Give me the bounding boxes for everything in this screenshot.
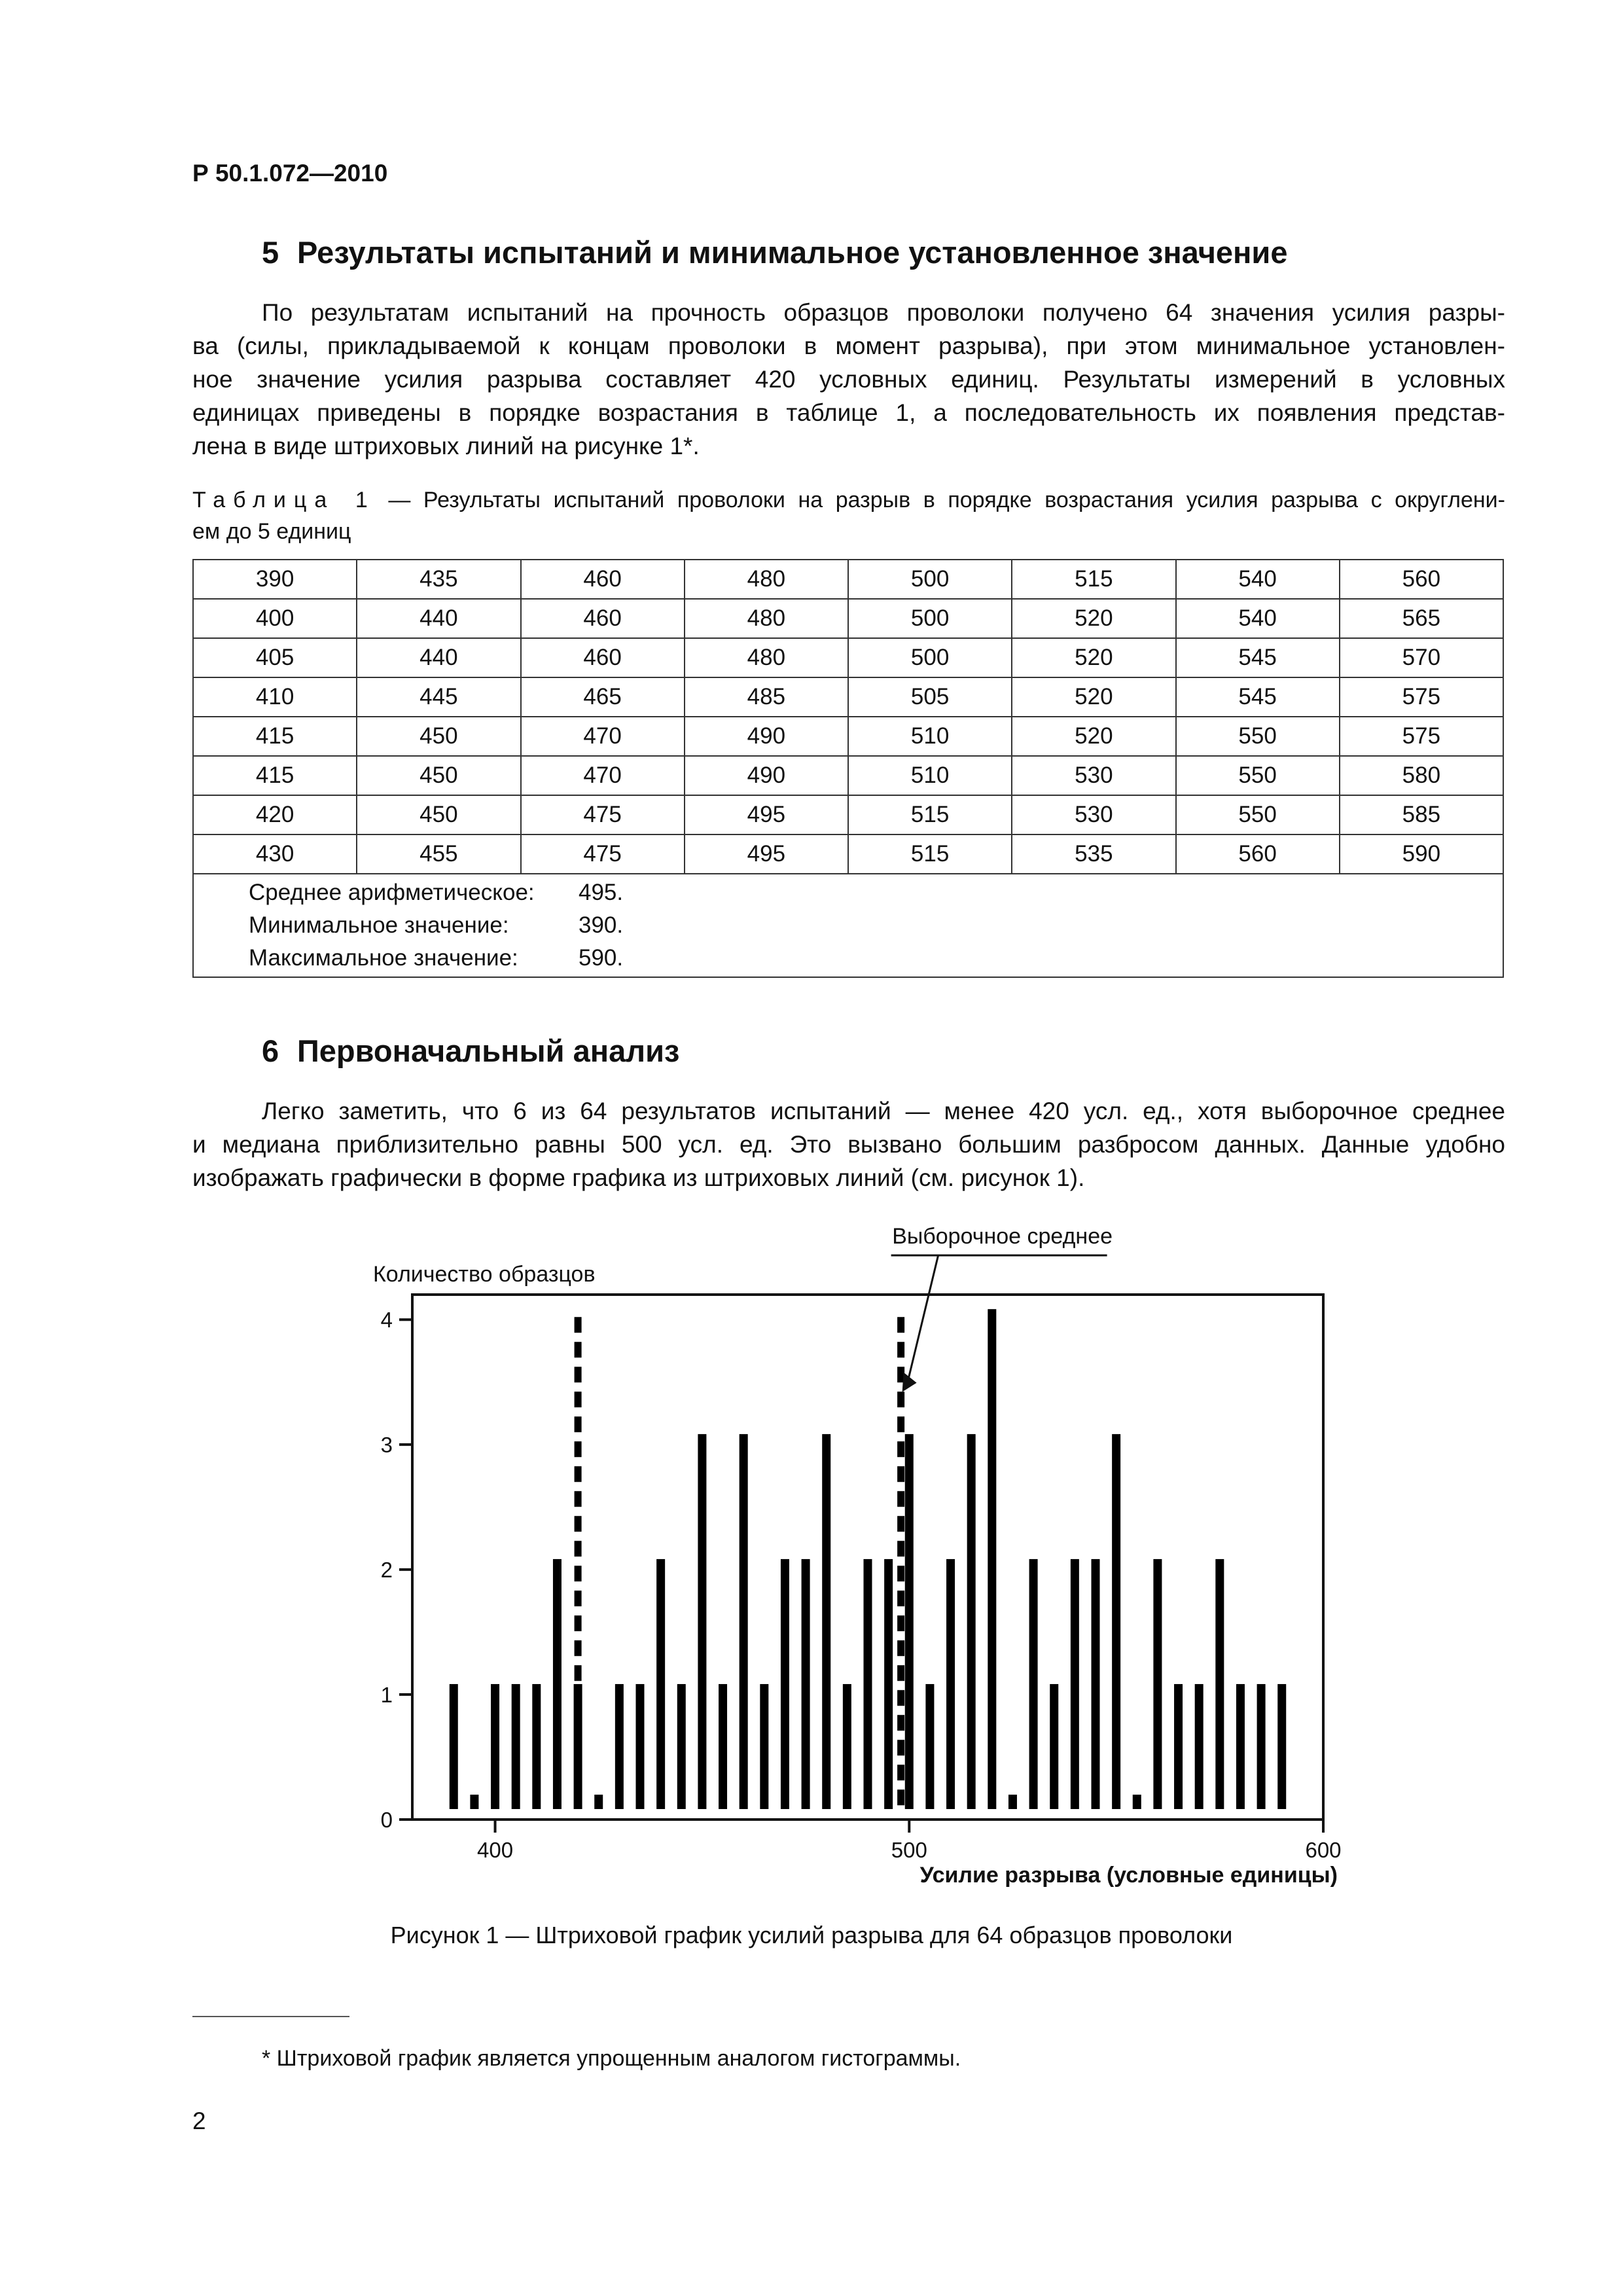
bar [781,1559,789,1809]
bar [470,1795,478,1809]
table-cell: 575 [1340,717,1503,756]
summary-label: Минимальное значение: [249,912,509,938]
section-6-paragraph [192,1094,1505,1194]
table-cell: 510 [848,756,1012,795]
table-cell: 510 [848,717,1012,756]
table-cell: 520 [1012,638,1175,677]
bar [1029,1559,1038,1809]
x-tick-label: 400 [477,1838,514,1862]
table-cell: 520 [1012,717,1175,756]
table-cell: 520 [1012,677,1175,717]
table-cell: 590 [1340,834,1503,874]
bar [1092,1559,1100,1809]
table-cell: 540 [1176,560,1340,599]
table-row [193,560,1503,599]
table-cell: 450 [357,717,520,756]
bar [719,1684,727,1809]
table-cell: 440 [357,599,520,638]
table-row [193,795,1503,834]
bar [636,1684,645,1809]
table-cell: 560 [1176,834,1340,874]
footnote-divider [192,2016,349,2017]
table-summary-row [193,874,1503,977]
bar [760,1684,768,1809]
table-cell: 470 [521,717,685,756]
summary-label: Максимальное значение: [249,945,518,971]
table-summary-cell [193,874,1503,977]
table-cell: 575 [1340,677,1503,717]
table-cell: 585 [1340,795,1503,834]
bar [1215,1559,1224,1809]
table-cell: 490 [685,717,848,756]
table-cell: 460 [521,560,685,599]
y-tick-label: 3 [380,1433,393,1458]
bar [988,1309,996,1809]
table-cell: 505 [848,677,1012,717]
table-cell: 515 [848,795,1012,834]
table-cell: 415 [193,717,357,756]
results-table [192,559,1504,978]
table-row [193,834,1503,874]
bar [843,1684,851,1809]
y-axis-label: Количество образцов [373,1262,596,1287]
bar [740,1434,748,1809]
paragraph-line: единицах приведены в порядке возрастания в таблице 1, а последовательность их появления представ- [192,399,1505,426]
bar [905,1434,914,1809]
table-cell: 480 [685,560,848,599]
summary-label: Среднее арифметическое: [249,880,535,905]
section-5-number: 5 [262,235,279,270]
table-row [193,717,1503,756]
y-tick-label: 0 [380,1808,393,1832]
table-caption-label: Таблица 1 [192,488,376,512]
mean-annotation-label: Выборочное среднее [892,1224,1113,1249]
table-cell: 550 [1176,795,1340,834]
table-cell: 480 [685,638,848,677]
table-cell: 460 [521,599,685,638]
bar [884,1559,893,1809]
bar [967,1434,976,1809]
bar [553,1559,562,1809]
bar [656,1559,665,1809]
bar [946,1559,955,1809]
bar [698,1434,706,1809]
table-cell: 530 [1012,756,1175,795]
table-row [193,677,1503,717]
table-cell: 465 [521,677,685,717]
table-cell: 485 [685,677,848,717]
table-cell: 410 [193,677,357,717]
paragraph-line: ва (силы, прикладываемой к концам проволоки в момент разрыва), при этом минимальное установлен- [192,332,1505,359]
table-cell: 430 [193,834,357,874]
table-cell: 495 [685,834,848,874]
summary-value: 590. [579,945,624,971]
bar [615,1684,624,1809]
table-cell: 390 [193,560,357,599]
table-cell: 570 [1340,638,1503,677]
page-number: 2 [192,2108,206,2134]
table-cell: 560 [1340,560,1503,599]
bar [450,1684,458,1809]
y-tick-label: 2 [380,1558,393,1583]
bar [532,1684,541,1809]
annotation-leader [908,1255,938,1383]
table-cell: 540 [1176,599,1340,638]
section-5-heading [262,234,1287,270]
section-6-heading [262,1033,679,1069]
bar [1133,1795,1141,1809]
paragraph-line: Легко заметить, что 6 из 64 результатов испытаний — менее 420 усл. ед., хотя выборочное среднее [262,1098,1505,1124]
summary-value: 495. [579,880,624,905]
section-6-number: 6 [262,1033,279,1068]
section-6-title: Первоначальный анализ [297,1033,680,1068]
bar [822,1434,830,1809]
table-cell: 420 [193,795,357,834]
table-cell: 475 [521,795,685,834]
table-cell: 415 [193,756,357,795]
bar [802,1559,810,1809]
table-cell: 565 [1340,599,1503,638]
document-number: Р 50.1.072—2010 [192,160,388,187]
table-cell: 405 [193,638,357,677]
bar [864,1559,872,1809]
table-cell: 445 [357,677,520,717]
table-cell: 580 [1340,756,1503,795]
x-axis-label: Усилие разрыва (условные единицы) [919,1863,1338,1888]
table-cell: 460 [521,638,685,677]
table-cell: 470 [521,756,685,795]
table-row [193,638,1503,677]
table-cell: 480 [685,599,848,638]
table-cell: 490 [685,756,848,795]
table-cell: 545 [1176,677,1340,717]
table-row [193,599,1503,638]
table-cell: 450 [357,795,520,834]
paragraph-line: По результатам испытаний на прочность образцов проволоки получено 64 значения усилия разры- [262,299,1505,326]
bar [677,1684,686,1809]
bar [1174,1684,1183,1809]
summary-line [194,907,1503,940]
figure-caption: Рисунок 1 — Штриховой график усилий разрыва для 64 образцов проволоки [390,1922,1233,1948]
x-tick-label: 600 [1305,1838,1342,1862]
table-cell: 440 [357,638,520,677]
bar [1236,1684,1245,1809]
paragraph-line: лена в виде штриховых линий на рисунке 1*. [192,433,700,459]
table-row [193,756,1503,795]
paragraph-line: и медиана приблизительно равны 500 усл. ед. Это вызвано большим разбросом данных. Данные удобно [192,1131,1505,1158]
y-tick-label: 4 [380,1308,393,1333]
table-cell: 500 [848,599,1012,638]
footnote: * Штриховой график является упрощенным аналогом гистограммы. [262,2046,961,2071]
bar [1277,1684,1286,1809]
table-cell: 545 [1176,638,1340,677]
table-cell: 400 [193,599,357,638]
bar [1153,1559,1162,1809]
summary-line [194,874,1503,907]
table-cell: 435 [357,560,520,599]
table-cell: 500 [848,560,1012,599]
table-cell: 530 [1012,795,1175,834]
table-cell: 535 [1012,834,1175,874]
table-caption-text: — Результаты испытаний проволоки на разрыв в порядке возрастания усилия разрыва с округлени- [375,488,1505,512]
bar [512,1684,520,1809]
table-cell: 515 [848,834,1012,874]
table-cell: 475 [521,834,685,874]
table-cell: 495 [685,795,848,834]
bar [594,1795,603,1809]
paragraph-line: ное значение усилия разрыва составляет 420 условных единиц. Результаты измерений в условных [192,366,1505,393]
y-tick-label: 1 [380,1683,393,1708]
x-tick-label: 500 [891,1838,927,1862]
table-cell: 450 [357,756,520,795]
summary-value: 390. [579,912,624,938]
bar [1050,1684,1058,1809]
table-cell: 550 [1176,717,1340,756]
section-5-paragraph [192,296,1505,463]
summary-line [194,940,1503,973]
bar [1195,1684,1204,1809]
paragraph-line: изображать графически в форме графика из штриховых линий (см. рисунок 1). [192,1164,1085,1191]
bar [925,1684,934,1809]
table-caption [192,484,1505,547]
table-cell: 455 [357,834,520,874]
table-caption-text: ем до 5 единиц [192,519,351,544]
table-cell: 515 [1012,560,1175,599]
bar [1008,1795,1017,1809]
bar [1257,1684,1266,1809]
table-cell: 520 [1012,599,1175,638]
bar-chart [353,1204,1348,1905]
bar [1112,1434,1120,1809]
bar [491,1684,499,1809]
table-cell: 550 [1176,756,1340,795]
section-5-title: Результаты испытаний и минимальное установленное значение [297,235,1288,270]
table-cell: 500 [848,638,1012,677]
bar [1071,1559,1079,1809]
